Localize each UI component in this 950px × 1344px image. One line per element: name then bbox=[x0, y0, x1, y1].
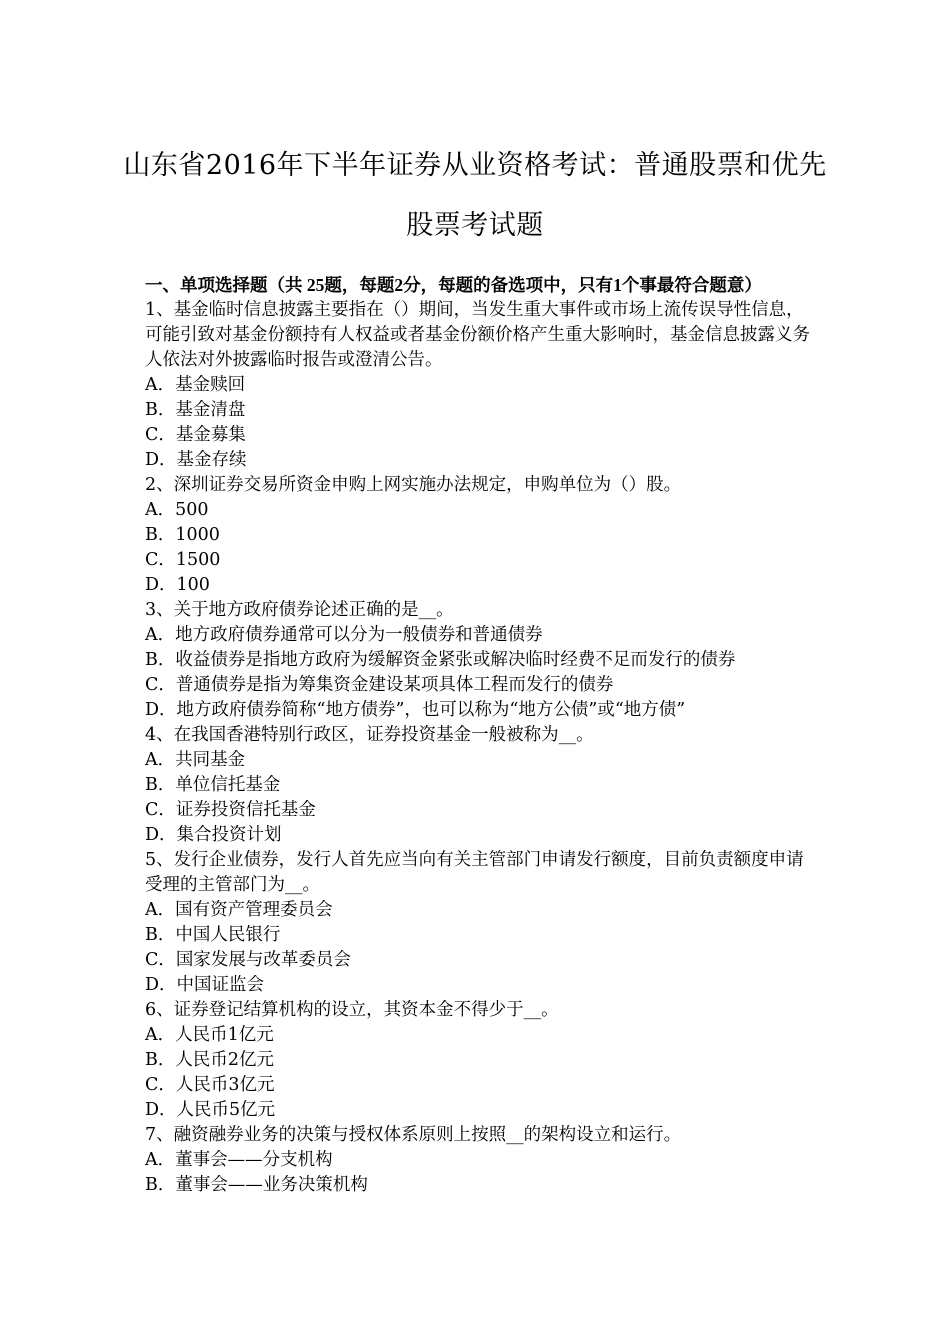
question-stem: 4、在我国香港特别行政区，证券投资基金一般被称为__。 bbox=[145, 725, 594, 745]
answer-option: D．100 bbox=[145, 575, 210, 595]
answer-option: D．地方政府债券简称“地方债券”，也可以称为“地方公债”或“地方债” bbox=[145, 700, 686, 720]
answer-option: D．中国证监会 bbox=[145, 975, 265, 995]
answer-option: B．单位信托基金 bbox=[145, 775, 281, 795]
answer-option: C．基金募集 bbox=[145, 425, 246, 445]
document-title bbox=[100, 136, 850, 256]
answer-option: A．国有资产管理委员会 bbox=[145, 900, 333, 920]
answer-option: D．人民币5亿元 bbox=[145, 1100, 276, 1120]
question-stem: 7、融资融券业务的决策与授权体系原则上按照__的架构设立和运行。 bbox=[145, 1125, 682, 1145]
question-stem: 3、关于地方政府债券论述正确的是__。 bbox=[145, 600, 454, 620]
answer-option: B．基金清盘 bbox=[145, 400, 246, 420]
answer-option: B．人民币2亿元 bbox=[145, 1050, 274, 1070]
document-body bbox=[145, 273, 810, 1198]
question-stem: 1、基金临时信息披露主要指在（）期间，当发生重大事件或市场上流传误导性信息，可能引致对基金份额持有人权益或者基金份额价格产生重大影响时，基金信息披露义务人依法对外披露临时报告或澄清公告。 bbox=[145, 300, 810, 370]
answer-option: B．1000 bbox=[145, 525, 220, 545]
answer-option: B．中国人民银行 bbox=[145, 925, 281, 945]
answer-option: C．普通债券是指为筹集资金建设某项具体工程而发行的债券 bbox=[145, 675, 614, 695]
answer-option: A．500 bbox=[145, 500, 209, 520]
answer-option: C．1500 bbox=[145, 550, 221, 570]
answer-option: B．收益债券是指地方政府为缓解资金紧张或解决临时经费不足而发行的债券 bbox=[145, 650, 736, 670]
answer-option: D．集合投资计划 bbox=[145, 825, 282, 845]
answer-option: B．董事会——业务决策机构 bbox=[145, 1175, 368, 1195]
answer-option: A．董事会——分支机构 bbox=[145, 1150, 333, 1170]
answer-option: A．共同基金 bbox=[145, 750, 246, 770]
answer-option: C．人民币3亿元 bbox=[145, 1075, 275, 1095]
title-line-2: 股票考试题 bbox=[406, 210, 544, 241]
answer-option: A．基金赎回 bbox=[145, 375, 246, 395]
answer-option: C．国家发展与改革委员会 bbox=[145, 950, 351, 970]
answer-option: D．基金存续 bbox=[145, 450, 247, 470]
title-line-1: 山东省2016年下半年证券从业资格考试：普通股票和优先 bbox=[123, 150, 827, 181]
question-stem: 5、发行企业债券，发行人首先应当向有关主管部门申请发行额度，目前负责额度申请受理的主管部门为__。 bbox=[145, 850, 804, 895]
answer-option: C．证券投资信托基金 bbox=[145, 800, 316, 820]
question-list bbox=[145, 298, 810, 1198]
answer-option: A．地方政府债券通常可以分为一般债券和普通债券 bbox=[145, 625, 543, 645]
question-stem: 2、深圳证券交易所资金申购上网实施办法规定，申购单位为（）股。 bbox=[145, 475, 682, 495]
section-heading: 一、单项选择题（共 25题，每题2分，每题的备选项中，只有1个事最符合题意） bbox=[145, 275, 762, 295]
question-stem: 6、证券登记结算机构的设立，其资本金不得少于__。 bbox=[145, 1000, 559, 1020]
answer-option: A．人民币1亿元 bbox=[145, 1025, 274, 1045]
